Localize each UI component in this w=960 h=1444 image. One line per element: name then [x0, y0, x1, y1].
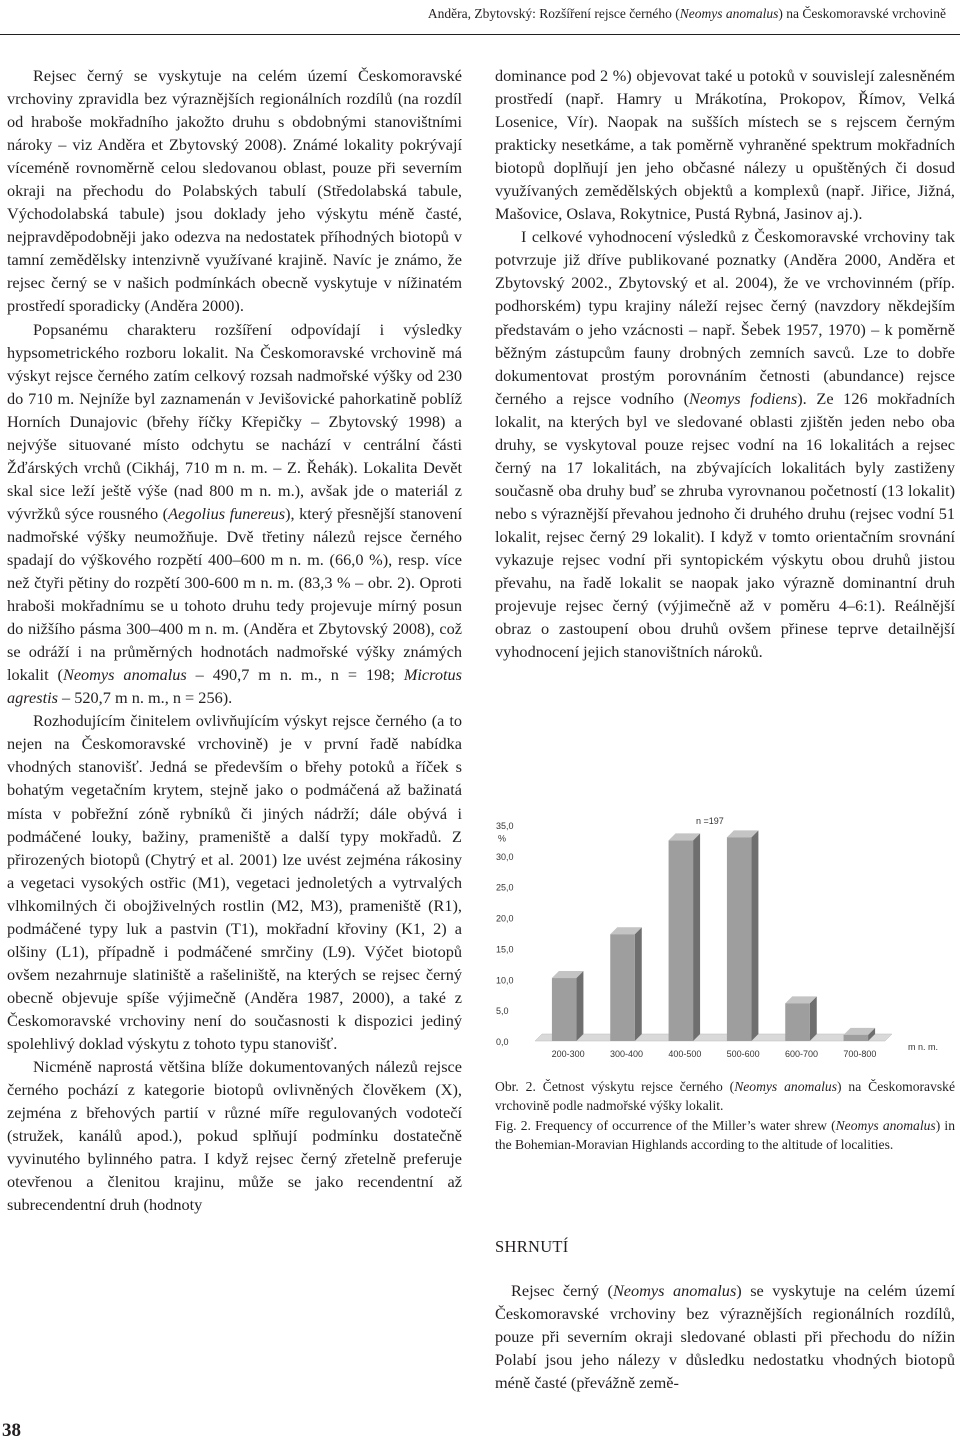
text-run: Popsanému charakteru rozšíření odpovídají i výsledky hypsometrického rozboru lokalit. Na Českomoravské vrchovině má výskyt rejsce černého zatím celkový rozsah nadmořské výšky od 230 do 710 m. Nejníže byl zaznamenán v Jevišovické pahorkatině poblíž Horních Dunajovic (břehy říčky Křepičky – Zbytovský 1998) a nejvýše situované místo odchytu se nachází v centrální části Žďárských vrchů (Cikháj, 710 m n. m. – Z. Řehák). Lokalita Devět skal sice leží ještě výše (nad 800 m n. m.), avšak jde o materiál z vývržků sýce rousného ( — [7, 319, 462, 523]
y-tick-label: 5,0 — [496, 1006, 509, 1017]
paragraph-continuation: dominance pod 2 %) objevovat také u potoků v souvislejí zalesněném prostředí (např. Hamry u Mrákotína, Prokopov, Římov, Velká Losenice, Vír). Naopak na sušších místech se s rejscem černým prakticky nesetkáme, a tak poměrně vyhraněné spektrum mokřadních biotopů doplňují jen jeho občasné nálezy u opuštěných či dosud využívaných zemědělských objektů a komplexů (např. Jiřice, Jižná, Mašovice, Oslava, Rokytnice, Pustá Rybná, Jasinov aj.). — [495, 66, 955, 224]
text-run: Rejsec černý ( — [511, 1281, 613, 1300]
paragraph-habitats: Rozhodujícím činitelem ovlivňujícím výskyt rejsce černého (a to nejen na Českomoravské vrchovině) je v první řadě nabídka vhodných stanovišť. Jedná se především o břehy potoků a říček s bohatým vegetačním krytem, stejně jako o podmáčená až bažinatá místa v pobřežní zóně rybníků či jiných nádrží; dále obývá i podmáčené louky, bažiny, prameniště a další typy mokřadů. Z přirozených biotopů (Chytrý et al. 2001) lze uvést zejména rákosiny a vegetaci vysokých ostřic (M1), vegetaci jednoletých a vytrvalých vlhkomilných či obojživelných rostlin (M2, M3), prameniště (R1), podmáčené typy luk a pastvin (T1), mokřadní křoviny (K1, 2) a olšiny (L1), případně i podmáčené smrčiny (L9). Výčet biotopů ovšem nezahrnuje slatiniště a rašeliniště, na kterých se rejsec černý obecně objevuje spíše výjimečně (Anděra 1987, 2000), a také z Českomoravské vrchoviny není do současnosti k dispozici jediný spolehlivý doklad výskytu z tohoto typu stanovišť. — [7, 711, 462, 1053]
text-run: ) na Českomoravské vrchovině podle nadmořské výšky lokalit. — [495, 1079, 955, 1114]
paragraph-evaluation — [495, 225, 955, 663]
text-run: – 520,7 m n. m., n = 256). — [57, 688, 233, 708]
text-run: ) in the Bohemian-Moravian Highlands according to the altitude of localities. — [495, 1117, 956, 1152]
bar — [552, 978, 577, 1041]
sample-size-annotation: n =197 — [696, 816, 724, 826]
bar — [727, 837, 752, 1041]
bar-side — [693, 833, 700, 1041]
paragraph-distribution: Rejsec černý se vyskytuje na celém území Českomoravské vrchoviny zpravidla bez výraznějších regionálních rozdílů (na rozdíl od hraboše mokřadního jakožto druhu s obdobnými stanovištními nároky – viz Anděra et Zbytovský 2008). Známé lokality pokrývají víceméně rovnoměrně celou sledovanou oblast, pouze při severním okraji na přechodu do Polabských tabulí (Středolabská tabule, Východolabská tabule) jsou doklady jeho výskytu méně časté, nejpravděpodobněji jako odezva na nedostatek příhodných biotopů v tamní zemědělsky intenzivně využívané krajině. Navíc je známo, že rejsec černý se v našich podmínkách obecně vyskytuje v nížinatém prostředí sporadicky (Anděra 2000). — [7, 66, 462, 316]
y-tick-label: 30,0 — [496, 851, 514, 862]
species-name: Neomys anomalus — [62, 665, 187, 685]
species-name: Neomys anomalus — [612, 1281, 737, 1300]
bar — [785, 1003, 810, 1041]
species-name: Neomys anomalus — [734, 1079, 837, 1094]
header-rule — [0, 34, 960, 35]
bar — [669, 840, 694, 1041]
text-run: Obr. 2. Četnost výskytu rejsce černého ( — [495, 1079, 735, 1094]
species-name: Microtus agrestis — [7, 665, 463, 708]
figure-caption — [495, 1077, 955, 1154]
header-authors: Anděra, Zbytovský: Rozšíření rejsce černého ( — [427, 6, 680, 21]
bar — [844, 1035, 869, 1041]
y-tick-label: 35,0 — [496, 821, 514, 831]
summary-heading: SHRNUTÍ — [495, 1237, 569, 1256]
text-run: Fig. 2. Frequency of occurrence of the Miller’s water shrew ( — [495, 1117, 836, 1133]
bar — [610, 934, 635, 1041]
text-run: – 490,7 m n. m., n = 198; — [186, 665, 404, 685]
x-tick-label: 200-300 — [551, 1049, 585, 1059]
bar-side — [810, 996, 817, 1041]
y-tick-label: 25,0 — [496, 882, 514, 893]
running-header — [428, 6, 946, 22]
altitude-frequency-chart — [490, 808, 955, 1068]
caption-english — [495, 1116, 955, 1155]
text-run: ), který přesnější stanovení nadmořské výšky neumožňuje. Dvě třetiny nálezů rejsce černého spadají do výškového rozpětí 400–600 m n. m. (66,0 %), resp. více než čtyři pětiny do rozpětí 300-600 m n. m. (83,3 % – obr. 2). Oproti hraboši mokřadnímu se u tohoto druhu tedy projevuje mírný posun do nižšího pásma 300–400 m n. m. (Anděra et Zbytovský 2008), což se odráží i na průměrných hodnotách nadmořské výšky známých lokalit ( — [7, 503, 462, 685]
x-tick-label: 600-700 — [784, 1049, 819, 1059]
summary-paragraph — [495, 1279, 955, 1394]
x-tick-label: 500-600 — [726, 1049, 760, 1059]
species-name: Aegolius funereus — [168, 503, 286, 523]
caption-czech — [495, 1077, 955, 1116]
paragraph-hypsometry — [7, 318, 462, 710]
x-tick-label: 700-800 — [843, 1049, 877, 1059]
bar-side — [751, 830, 758, 1041]
y-tick-label: 10,0 — [496, 975, 514, 986]
species-name: Neomys anomalus — [835, 1117, 936, 1133]
chart-floor — [535, 1034, 892, 1041]
paragraph-human-habitats: Nicméně naprostá většina blíže dokumentovaných nálezů rejsce černého pochází z kategorie biotopů ovlivněných člověkem (X), zejména z břehových partií v různé míře regulovaných vodotečí (stružek, kanálů apod.), pokud splňují podmínku dostatečně vyvinutého bylinného patra. I když rejsec černý zřetelně preferuje otevřenou a členitou krajinu, může se jako recendentní až subrecendentní druh (hodnoty — [7, 1057, 462, 1215]
text-run: ) se vyskytuje na celém území Českomoravské vrchoviny bez výraznějších regionálních rozdílů, pouze při severním okraji sledované oblasti při přechodu do nížin Polabí jsou jeho nálezy v důsledku nedostatku vhodných biotopů méně časté (převážně země- — [495, 1281, 956, 1393]
y-tick-label: 15,0 — [496, 944, 514, 955]
summary-text — [495, 1279, 955, 1394]
bar-side — [576, 971, 583, 1041]
y-tick-label: 0,0 — [496, 1037, 509, 1047]
chart-svg — [490, 808, 955, 1068]
header-rest: ) na Českomoravské vrchovině — [778, 6, 946, 21]
x-tick-label: 400-500 — [668, 1049, 702, 1059]
right-column — [495, 64, 955, 663]
left-column — [7, 64, 462, 1216]
page-number: 38 — [2, 1420, 21, 1441]
text-run: ). Ze 126 mokřadních lokalit, na kterých byl ve sledované oblasti zjištěn jeden nebo oba druhy, se vyskytoval pouze rejsec vodní na 16 lokalitách a rejsec černý na 17 lokalitách, na zbývajících lokalitách byly zastiženy současně oba druhy buď se zhruba vyrovnanou početností (13 lokalit) nebo s výraznější převahou jednoho či druhého druhu (rejsec vodní 51 lokalit, rejsec černý 29 lokalit). I když v tomto orientačním srovnání vykazuje rejsec vodní při syntopickém výskytu obou druhů jistou převahu, na řadě lokalit se naopak jako výrazně dominantní druh projevuje rejsec černý (výjimečně až v poměru 4–6:1). Reálnější obraz o zastoupení obou druhů ovšem přinese teprve detailnější vyhodnocení jejich stanovištních nároků. — [495, 388, 955, 662]
bar-side — [635, 927, 642, 1041]
y-tick-label: 20,0 — [496, 913, 514, 924]
species-name: Neomys fodiens — [689, 388, 798, 408]
text-run: I celkové vyhodnocení výsledků z Českomoravské vrchoviny tak potvrzuje již dříve publikované poznatky (Anděra 2000, Anděra et Zbytovský 2002., Zbytovský et al. 2004), že ve vrchovinném (příp. podhorském) typu krajiny náleží rejsec černý (navzdory někdejším představám o jeho vzácnosti – např. Šebek 1957, 1970) – k poměrně běžným zástupcům fauny drobných zemních savců. Lze to dobře dokumentovat prostým porovnáním četnosti (abundance) rejsce černého a rejsce vodního ( — [495, 227, 955, 408]
x-tick-label: 300-400 — [609, 1049, 644, 1059]
header-species: Neomys anomalus — [679, 6, 779, 21]
y-axis-label: % — [498, 833, 507, 844]
x-axis-label: m n. m. — [908, 1042, 939, 1052]
